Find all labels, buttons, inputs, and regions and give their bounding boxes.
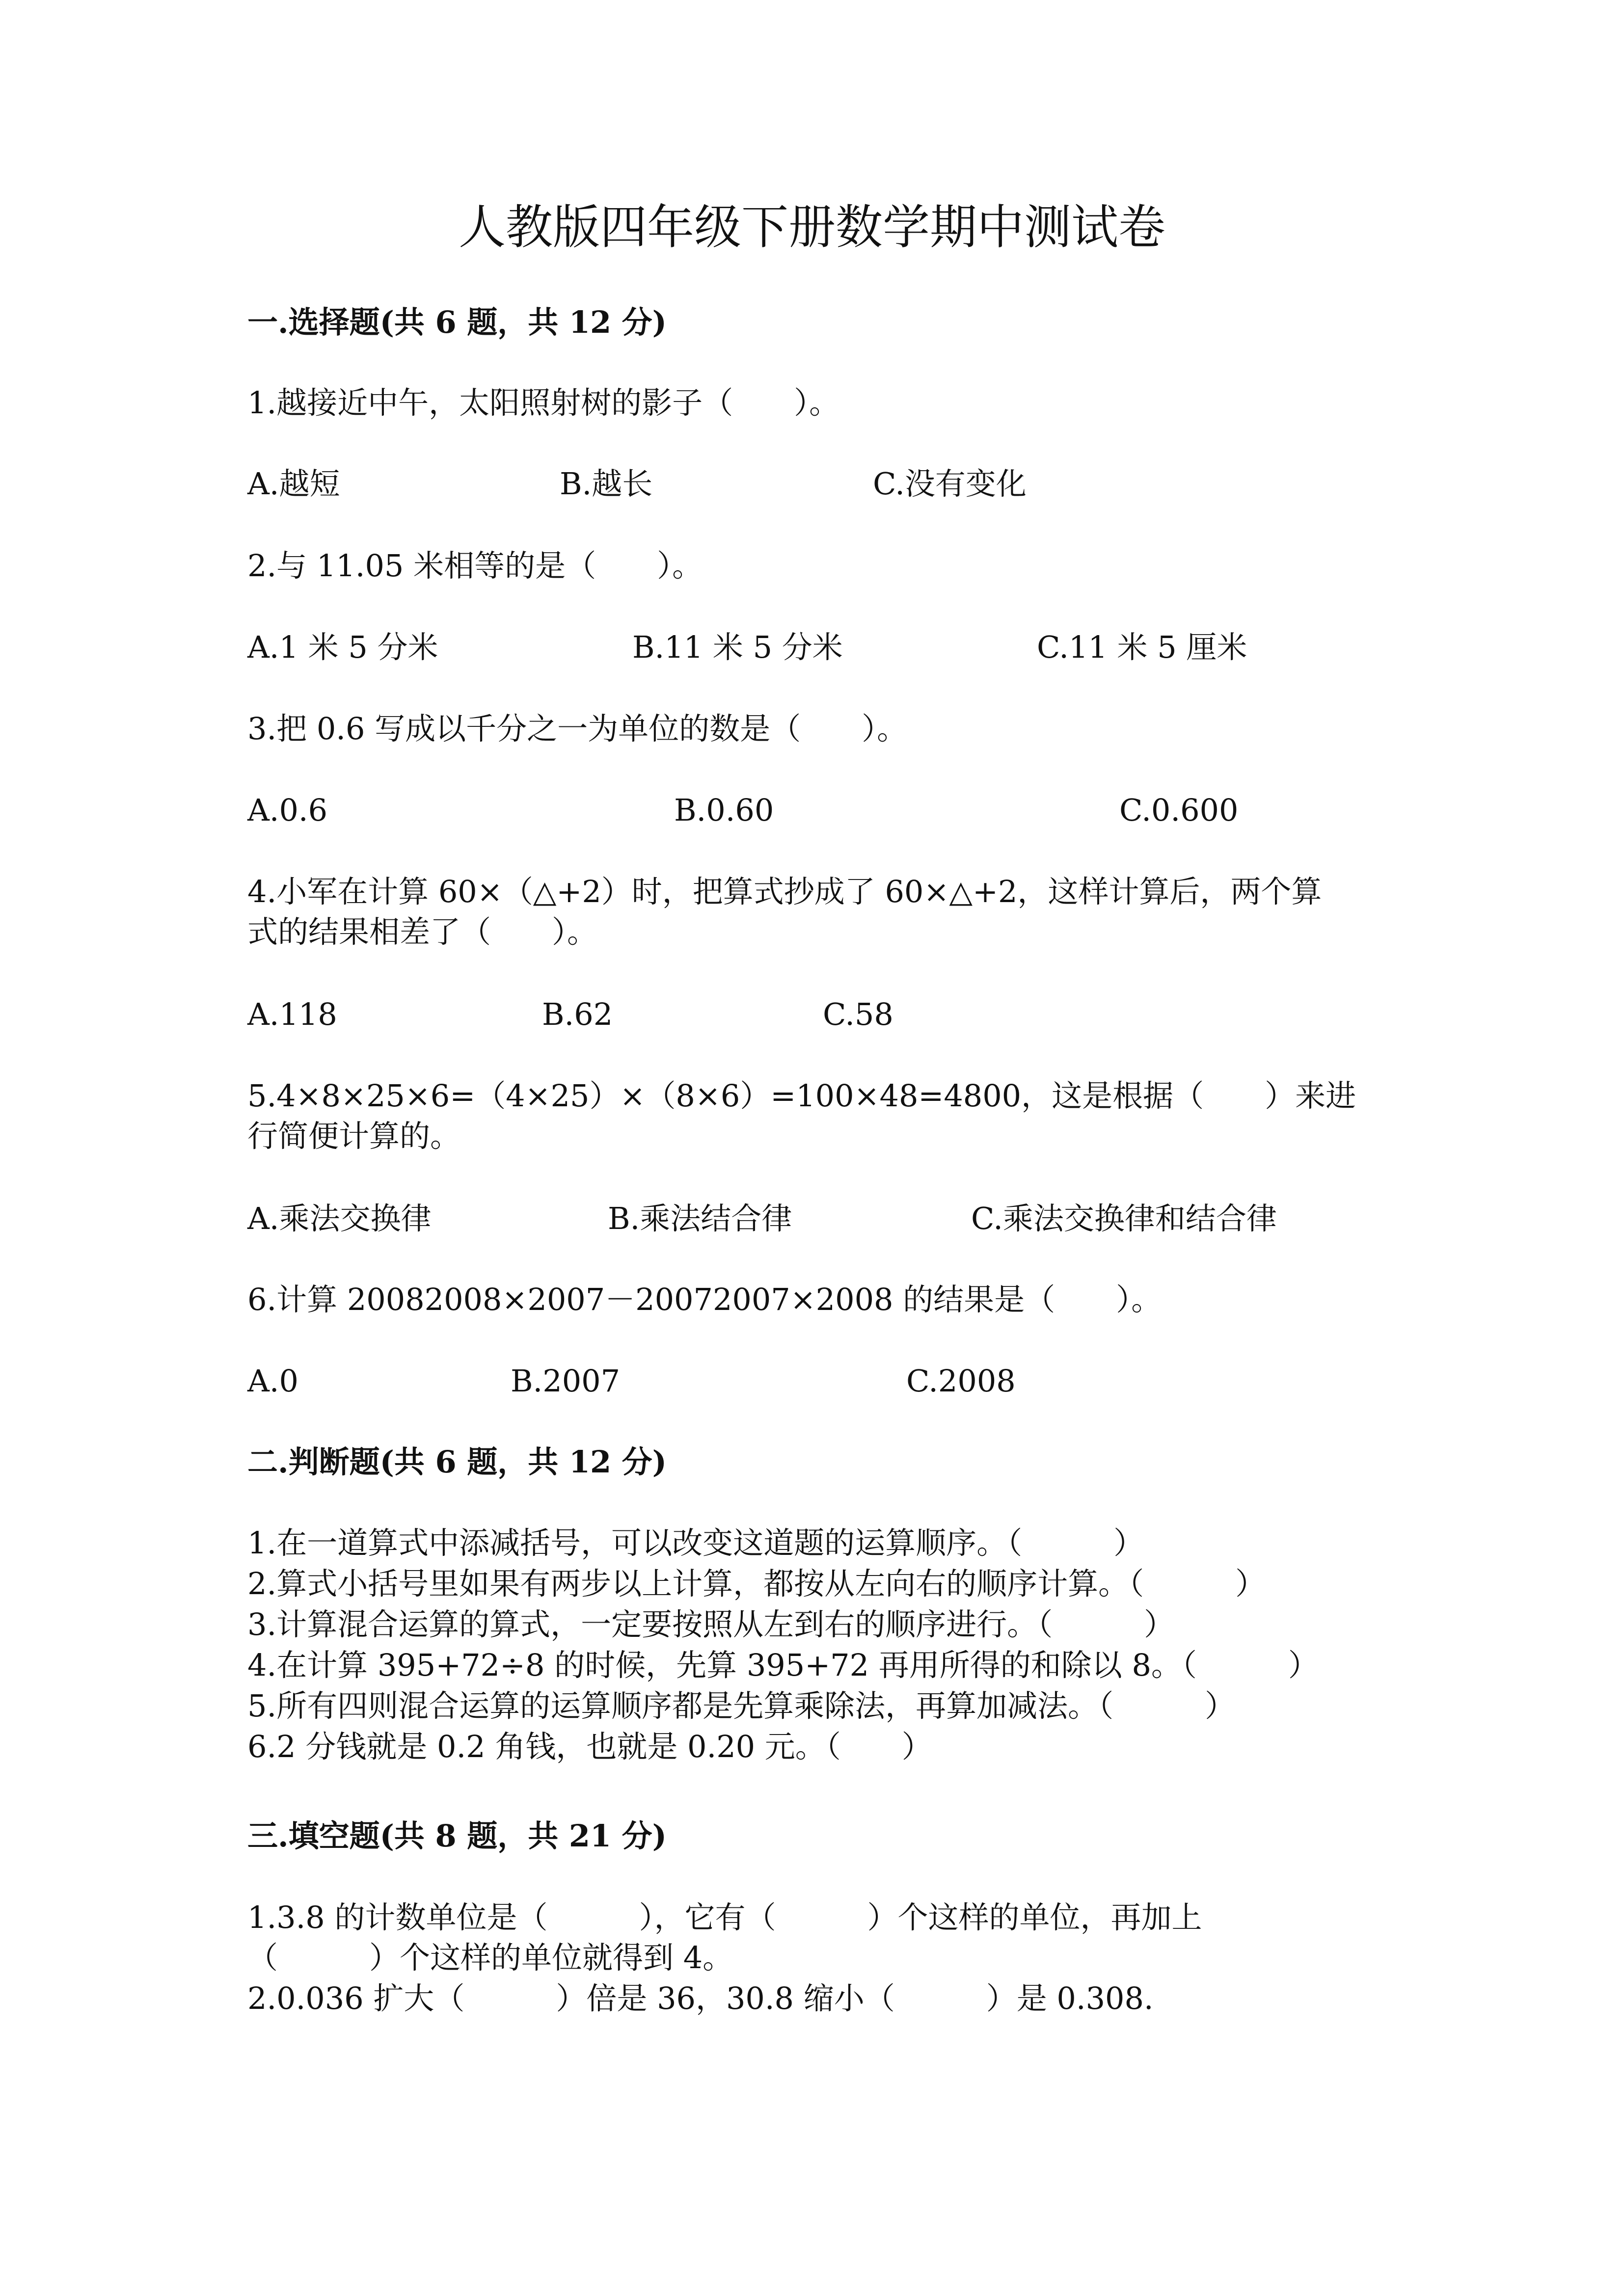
question-4-option-b: B.62 — [542, 996, 613, 1032]
judgement-item-1: 1.在一道算式中添减括号，可以改变这道题的运算顺序。（ ） — [247, 1525, 1144, 1561]
question-4-stem-line-2: 式的结果相差了（ ）。 — [247, 914, 598, 950]
question-3-option-a: A.0.6 — [247, 792, 328, 828]
question-5-option-a: A.乘法交换律 — [247, 1201, 432, 1236]
question-3-option-b: B.0.60 — [674, 792, 774, 828]
fill-blank-item-1-line-1: 1.3.8 的计数单位是（ ），它有（ ）个这样的单位，再加上 — [247, 1899, 1202, 1935]
question-2-stem: 2.与 11.05 米相等的是（ ）。 — [247, 548, 703, 584]
question-5-option-b: B.乘法结合律 — [608, 1201, 792, 1236]
question-3-stem: 3.把 0.6 写成以千分之一为单位的数是（ ）。 — [247, 711, 908, 747]
question-3-option-c: C.0.600 — [1119, 792, 1239, 828]
section-heading-choice: 一.选择题(共 6 题，共 12 分) — [247, 304, 667, 340]
judgement-item-4: 4.在计算 395+72÷8 的时候，先算 395+72 再用所得的和除以 8。（ ） — [247, 1647, 1319, 1683]
question-6-option-c: C.2008 — [906, 1363, 1016, 1399]
question-1-option-c: C.没有变化 — [873, 466, 1027, 502]
judgement-item-2: 2.算式小括号里如果有两步以上计算，都按从左向右的顺序计算。（ ） — [247, 1566, 1266, 1602]
page-title: 人教版四年级下册数学期中测试卷 — [459, 200, 1165, 255]
section-heading-judgement: 二.判断题(共 6 题，共 12 分) — [247, 1444, 667, 1480]
judgement-item-3: 3.计算混合运算的算式，一定要按照从左到右的顺序进行。（ ） — [247, 1606, 1175, 1642]
question-6-option-b: B.2007 — [511, 1363, 621, 1399]
fill-blank-item-2: 2.0.036 扩大（ ）倍是 36，30.8 缩小（ ）是 0.308. — [247, 1980, 1154, 2016]
judgement-item-6: 6.2 分钱就是 0.2 角钱，也就是 0.20 元。（ ） — [247, 1729, 932, 1764]
question-1-option-b: B.越长 — [560, 466, 653, 502]
question-5-stem-line-2: 行简便计算的。 — [247, 1118, 461, 1154]
question-5-option-c: C.乘法交换律和结合律 — [971, 1201, 1277, 1236]
question-1-stem: 1.越接近中午，太阳照射树的影子（ ）。 — [247, 385, 840, 421]
fill-blank-item-1-line-2: （ ）个这样的单位就得到 4。 — [247, 1940, 733, 1976]
question-2-option-c: C.11 米 5 厘米 — [1037, 629, 1247, 665]
question-5-stem-line-1: 5.4×8×25×6=（4×25）×（8×6）=100×48=4800，这是根据（ ）来进 — [247, 1078, 1356, 1114]
question-2-option-b: B.11 米 5 分米 — [632, 629, 843, 665]
question-4-option-c: C.58 — [823, 996, 893, 1032]
section-heading-fill-blank: 三.填空题(共 8 题，共 21 分) — [247, 1818, 667, 1854]
question-6-stem: 6.计算 20082008×2007－20072007×2008 的结果是（ ）。 — [247, 1281, 1162, 1317]
question-6-option-a: A.0 — [247, 1363, 298, 1399]
question-1-option-a: A.越短 — [247, 466, 340, 502]
question-2-option-a: A.1 米 5 分米 — [247, 629, 438, 665]
question-4-option-a: A.118 — [247, 996, 337, 1032]
judgement-item-5: 5.所有四则混合运算的运算顺序都是先算乘除法，再算加减法。（ ） — [247, 1688, 1236, 1724]
question-4-stem-line-1: 4.小军在计算 60×（△+2）时，把算式抄成了 60×△+2，这样计算后，两个算 — [247, 874, 1322, 909]
